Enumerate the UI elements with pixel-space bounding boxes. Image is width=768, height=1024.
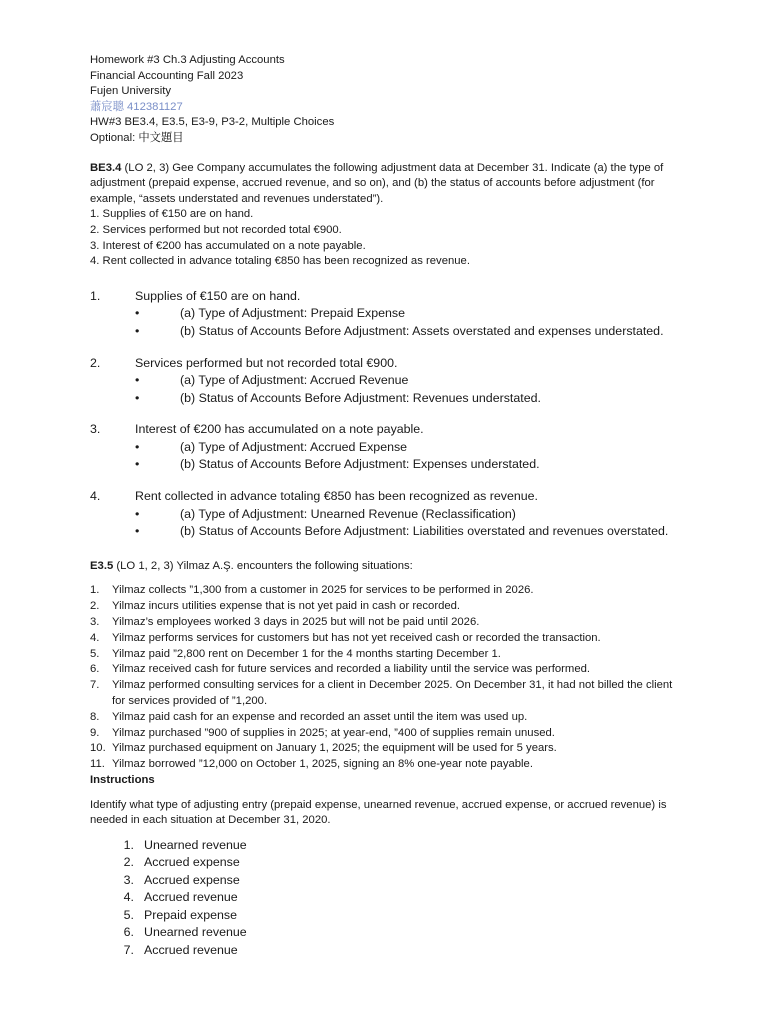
header-university: Fujen University [90, 85, 171, 98]
answer-number: 3. [90, 422, 101, 437]
answer-text: Services performed but not recorded total €900. [135, 355, 398, 370]
be34-intro-text: (LO 2, 3) Gee Company accumulates the following adjustment data at December 31. Indicate (a) the type of adjustment (prepaid expense, accrued revenue, and so on), and (b) the status of accounts before adjustment (for example, “assets understated and revenues understated”). [90, 161, 664, 205]
list-item: 2. Yilmaz incurs utilities expense that is not yet paid in cash or recorded. [90, 600, 461, 613]
bullet-icon: • [135, 306, 140, 321]
be34-intro [90, 161, 688, 208]
be34-answer-4 [90, 488, 688, 541]
answer-text: Interest of €200 has accumulated on a note payable. [135, 422, 424, 437]
e35-section [90, 559, 688, 829]
answer-bullet: (a) Type of Adjustment: Accrued Expense [180, 439, 408, 454]
list-item: 11. Yilmaz borrowed ”12,000 on October 1, 2025, signing an 8% one-year note payable. [90, 758, 533, 771]
list-item: 1. Unearned revenue [123, 837, 247, 852]
e35-intro [90, 559, 688, 575]
answer-bullet: (a) Type of Adjustment: Accrued Revenue [180, 373, 409, 388]
answer-bullet: (a) Type of Adjustment: Unearned Revenue (Reclassification) [180, 506, 516, 521]
list-item: 5. Prepaid expense [123, 907, 237, 922]
bullet-icon: • [135, 524, 140, 539]
answer-bullet: (a) Type of Adjustment: Prepaid Expense [180, 306, 405, 321]
be34-answer-2 [90, 355, 688, 408]
bullet-icon: • [135, 323, 140, 338]
be34-section [90, 161, 688, 270]
answer-number: 1. [90, 288, 101, 303]
list-item: 9. Yilmaz purchased ”900 of supplies in 2025; at year-end, ”400 of supplies remain unused. [90, 726, 555, 739]
answer-text: Rent collected in advance totaling €850 has been recognized as revenue. [135, 489, 538, 504]
list-item: 6. Unearned revenue [123, 925, 247, 940]
answer-bullet: (b) Status of Accounts Before Adjustment: Assets overstated and expenses understated. [180, 323, 664, 338]
bullet-icon: • [135, 390, 140, 405]
e35-title: E3.5 [90, 559, 114, 572]
header-student: 蕭宸聰 412381127 [90, 100, 183, 113]
be34-answers [90, 288, 688, 541]
header-title: Homework #3 Ch.3 Adjusting Accounts [90, 54, 285, 66]
header-assignment: HW#3 BE3.4, E3.5, E3-9, P3-2, Multiple Choices [90, 116, 335, 129]
list-item: 7. Accrued revenue [123, 942, 238, 957]
header-course: Financial Accounting Fall 2023 [90, 69, 244, 82]
instructions-text: Identify what type of adjusting entry (prepaid expense, unearned revenue, accrued expense, or accrued revenue) is needed in each situation at December 31, 2020. [90, 798, 667, 827]
be34-title: BE3.4 [90, 161, 122, 174]
be34-item-3: 3. Interest of €200 has accumulated on a note payable. [90, 239, 366, 252]
e35-answers [90, 837, 688, 960]
be34-answer-3 [90, 421, 688, 474]
list-item: 3. Yilmaz’s employees worked 3 days in 2025 but will not be paid until 2026. [90, 616, 480, 629]
bullet-icon: • [135, 373, 140, 388]
bullet-icon: • [135, 439, 140, 454]
header-block [90, 53, 688, 147]
list-item: 7. Yilmaz performed consulting services for a client in December 2025. On December 31, it had not billed the client for services provided of ”1,200. [90, 679, 673, 708]
e35-list [90, 583, 688, 773]
answer-bullet: (b) Status of Accounts Before Adjustment: Liabilities overstated and revenues overstated. [180, 524, 669, 539]
bullet-icon: • [135, 457, 140, 472]
e35-intro-text: (LO 1, 2, 3) Yilmaz A.Ş. encounters the following situations: [113, 559, 413, 572]
bullet-icon: • [135, 506, 140, 521]
list-item: 8. Yilmaz paid cash for an expense and recorded an asset until the item was used up. [90, 710, 528, 723]
answer-number: 4. [90, 489, 101, 504]
list-item: 6. Yilmaz received cash for future services and recorded a liability until the service was performed. [90, 663, 591, 676]
be34-answer-1 [90, 288, 688, 341]
list-item: 2. Accrued expense [123, 855, 240, 870]
answer-number: 2. [90, 355, 101, 370]
instructions-heading: Instructions [90, 774, 155, 786]
list-item: 4. Accrued revenue [123, 890, 238, 905]
answer-bullet: (b) Status of Accounts Before Adjustment: Expenses understated. [180, 457, 540, 472]
list-item: 5. Yilmaz paid ”2,800 rent on December 1 for the 4 months starting December 1. [90, 647, 501, 660]
be34-item-4: 4. Rent collected in advance totaling €850 has been recognized as revenue. [90, 255, 470, 268]
list-item: 10. Yilmaz purchased equipment on January 1, 2025; the equipment will be used for 5 years. [90, 742, 557, 755]
header-optional: Optional: 中文題目 [90, 131, 184, 144]
answer-bullet: (b) Status of Accounts Before Adjustment: Revenues understated. [180, 390, 541, 405]
list-item: 1. Yilmaz collects ”1,300 from a customer in 2025 for services to be performed in 2026. [90, 584, 534, 597]
be34-item-2: 2. Services performed but not recorded total €900. [90, 223, 342, 236]
be34-item-1: 1. Supplies of €150 are on hand. [90, 208, 254, 221]
answer-text: Supplies of €150 are on hand. [135, 288, 301, 303]
list-item: 4. Yilmaz performs services for customers but has not yet received cash or recorded the transaction. [90, 631, 601, 644]
list-item: 3. Accrued expense [123, 872, 240, 887]
